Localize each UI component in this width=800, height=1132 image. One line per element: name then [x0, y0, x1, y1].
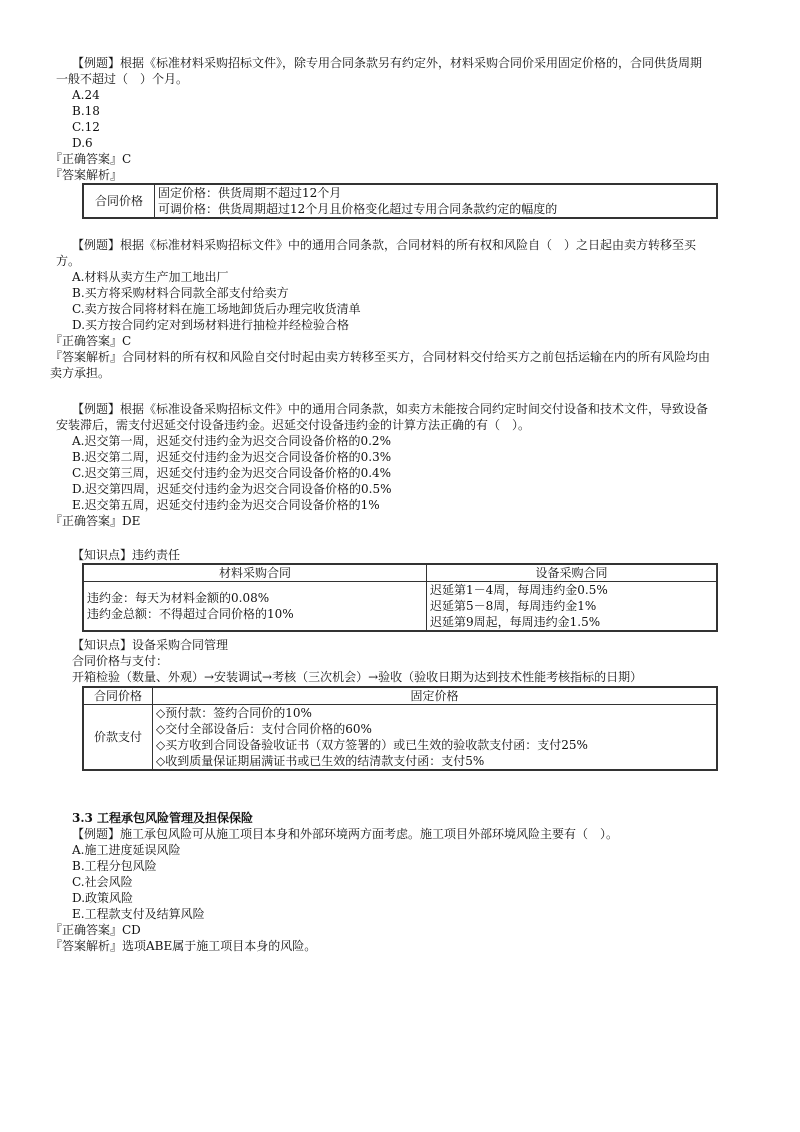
q3-option-c: C.迟交第三周，迟延交付违约金为迟交合同设备价格的0.4%: [72, 466, 392, 480]
q1-stem-line1: 【例题】根据《标准材料采购招标文件》，除专用合同条款另有约定外，材料采购合同价采用固定价格的，合同供货周期: [72, 56, 703, 70]
q3-option-d: D.迟交第四周，迟延交付违约金为迟交合同设备价格的0.5%: [72, 482, 392, 496]
kp2-header-price: 合同价格: [83, 687, 153, 705]
section-heading: 3.3 工程承包风险管理及担保保险: [72, 811, 254, 825]
kp2-payment-label: 价款支付: [83, 705, 153, 771]
kp2-payment-item: ◇买方收到合同设备验收证书（双方签署的）或已生效的验收款支付函：支付25%: [156, 738, 588, 752]
q2-option-c: C.卖方按合同将材料在施工场地卸货后办理完收货清单: [72, 302, 361, 316]
kp2-flow: 开箱检验（数量、外观）→安装调试→考核（三次机会）→验收（验收日期为达到技术性能考核指标的日期）: [72, 670, 643, 684]
kp1-penalty-table: [82, 563, 718, 632]
section-option-c: C.社会风险: [72, 875, 133, 889]
kp1-equipment-line: 迟延第1－4周，每周违约金0.5%: [430, 583, 608, 597]
kp1-equipment-line: 迟延第5－8周，每周违约金1%: [430, 599, 597, 613]
q3-option-e: E.迟交第五周，迟延交付违约金为迟交合同设备价格的1%: [72, 498, 380, 512]
kp2-subtitle: 合同价格与支付：: [72, 654, 169, 668]
kp1-equipment-line: 迟延第9周起，每周违约金1.5%: [430, 615, 601, 629]
kp2-title: 【知识点】设备采购合同管理: [72, 638, 229, 652]
q3-stem-line1: 【例题】根据《标准设备采购招标文件》中的通用合同条款，如卖方未能按合同约定时间交付设备和技术文件，导致设备: [72, 402, 709, 416]
q1-table-label: 合同价格: [83, 184, 155, 218]
kp2-header-fixed: 固定价格: [153, 687, 718, 705]
q1-table-row-fixed: 固定价格：供货周期不超过12个月: [155, 184, 718, 201]
q3-option-a: A.迟交第一周，迟延交付违约金为迟交合同设备价格的0.2%: [72, 434, 391, 448]
q2-stem-line1: 【例题】根据《标准材料采购招标文件》中的通用合同条款，合同材料的所有权和风险自（ ）之日起由卖方转移至买: [72, 238, 697, 252]
q1-stem-line2: 一般不超过（ ）个月。: [56, 72, 189, 86]
q3-option-b: B.迟交第二周，迟延交付违约金为迟交合同设备价格的0.3%: [72, 450, 392, 464]
kp2-payment-cell: [153, 705, 718, 771]
kp2-payment-item: ◇交付全部设备后：支付合同价格的60%: [156, 722, 372, 736]
kp1-header-equipment: 设备采购合同: [427, 564, 718, 582]
kp2-payment-table: [82, 686, 718, 771]
section-option-b: B.工程分包风险: [72, 859, 157, 873]
q3-answer: 『正确答案』DE: [50, 514, 141, 528]
kp1-header-material: 材料采购合同: [83, 564, 427, 582]
kp2-payment-item: ◇预付款：签约合同价的10%: [156, 706, 312, 720]
q1-option-a: A.24: [72, 88, 100, 102]
q2-answer: 『正确答案』C: [50, 334, 132, 348]
section-analysis: 『答案解析』选项ABE属于施工项目本身的风险。: [50, 939, 317, 953]
q1-answer: 『正确答案』C: [50, 152, 132, 166]
q1-analysis-label: 『答案解析』: [50, 168, 123, 182]
q1-option-d: D.6: [72, 136, 93, 150]
q1-option-c: C.12: [72, 120, 100, 134]
q2-stem-line2: 方。: [56, 254, 81, 268]
kp2-payment-item: ◇收到质量保证期届满证书或已生效的结清款支付函：支付5%: [156, 754, 485, 768]
section-option-a: A.施工进度延误风险: [72, 843, 181, 857]
section-stem: 【例题】施工承包风险可从施工项目本身和外部环境两方面考虑。施工项目外部环境风险主要有（ ）。: [72, 827, 619, 841]
q2-option-d: D.买方按合同约定对到场材料进行抽检并经检验合格: [72, 318, 350, 332]
kp1-material-line: 违约金总额：不得超过合同价格的10%: [87, 607, 294, 621]
q3-stem-line2: 安装滞后，需支付迟延交付设备违约金。迟延交付设备违约金的计算方法正确的有（ ）。: [56, 418, 531, 432]
section-option-e: E.工程款支付及结算风险: [72, 907, 205, 921]
q1-price-table: [82, 183, 718, 219]
q2-option-a: A.材料从卖方生产加工地出厂: [72, 270, 229, 284]
q1-option-b: B.18: [72, 104, 100, 118]
q2-analysis-line1: 『答案解析』合同材料的所有权和风险自交付时起由卖方转移至买方，合同材料交付给买方之前包括运输在内的所有风险均由: [50, 350, 711, 364]
kp1-title: 【知识点】违约责任: [72, 548, 181, 562]
q2-analysis-line2: 卖方承担。: [50, 366, 111, 380]
section-answer: 『正确答案』CD: [50, 923, 141, 937]
q2-option-b: B.买方将采购材料合同款全部支付给卖方: [72, 286, 289, 300]
q1-table-row-adjustable: 可调价格：供货周期超过12个月且价格变化超过专用合同条款约定的幅度的: [155, 201, 718, 218]
kp1-material-line: 违约金：每天为材料金额的0.08%: [87, 591, 270, 605]
section-option-d: D.政策风险: [72, 891, 134, 905]
kp1-equipment-cell: [427, 582, 718, 632]
kp1-material-cell: [83, 582, 427, 632]
